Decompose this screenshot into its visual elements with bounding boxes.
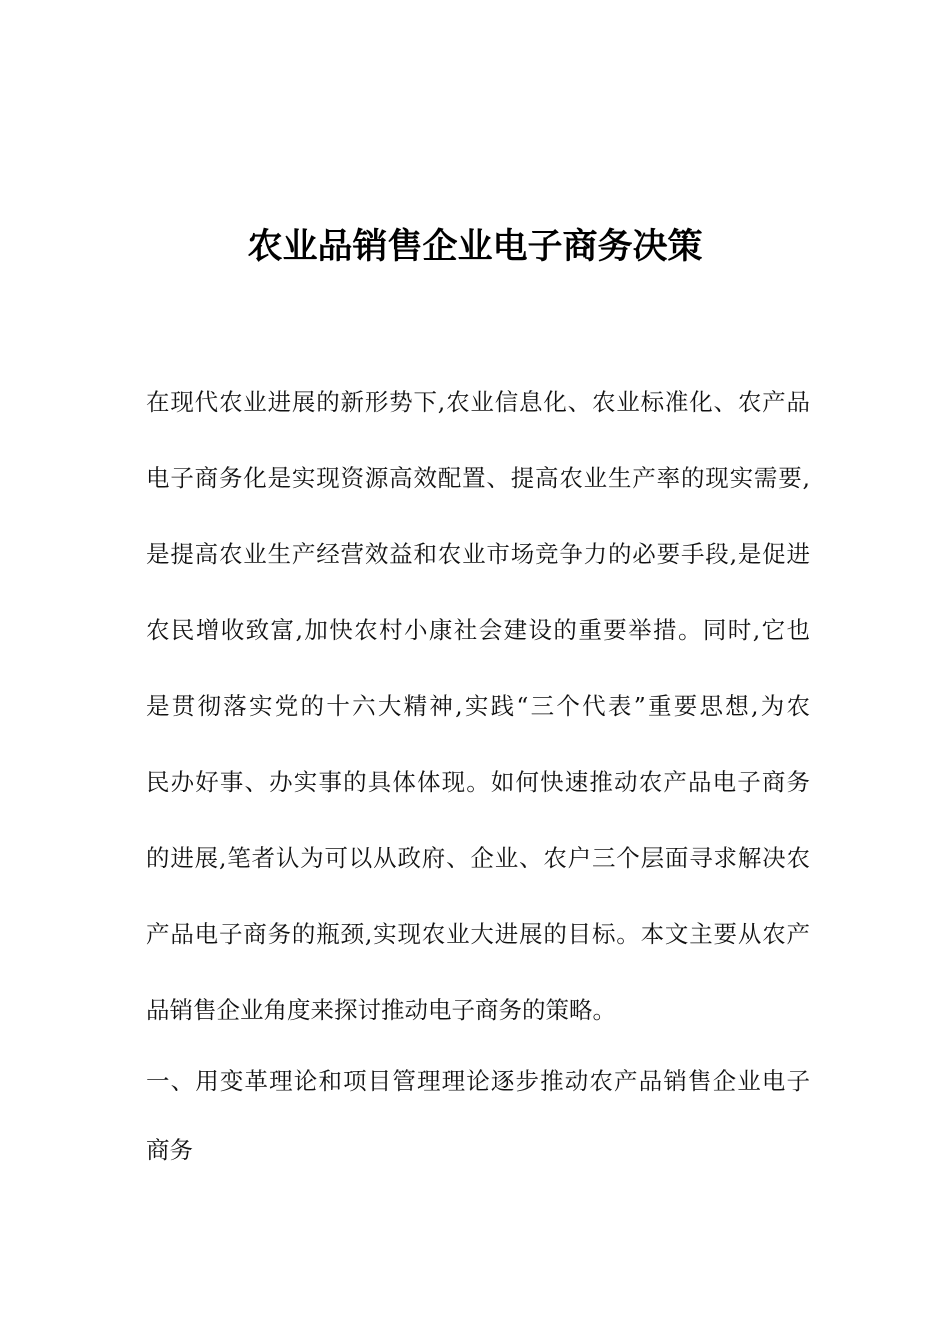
paragraph-line: 品销售企业角度来探讨推动电子商务的策略。 <box>146 996 616 1024</box>
heading-line: 商务 <box>146 1136 193 1164</box>
paragraph-line: 在现代农业进展的新形势下,农业信息化、农业标准化、农产品 <box>146 388 810 416</box>
paragraph-line: 产品电子商务的瓶颈,实现农业大进展的目标。本文主要从农产 <box>146 920 810 948</box>
paragraph-line: 农民增收致富,加快农村小康社会建设的重要举措。同时,它也 <box>146 616 810 644</box>
paragraph-line: 是提高农业生产经营效益和农业市场竞争力的必要手段,是促进 <box>146 540 810 568</box>
document-title: 农业品销售企业电子商务决策 <box>247 227 703 267</box>
body-paragraph <box>146 385 810 1025</box>
section-heading <box>146 1064 810 1184</box>
paragraph-line: 电子商务化是实现资源高效配置、提高农业生产率的现实需要, <box>146 464 810 492</box>
paragraph-line: 是贯彻落实党的十六大精神,实践“三个代表”重要思想,为农 <box>146 692 810 720</box>
heading-line: 一、用变革理论和项目管理理论逐步推动农产品销售企业电子 <box>146 1067 810 1095</box>
paragraph-line: 民办好事、办实事的具体体现。如何快速推动农产品电子商务 <box>146 768 810 796</box>
paragraph-line: 的进展,笔者认为可以从政府、企业、农户三个层面寻求解决农 <box>146 844 810 872</box>
